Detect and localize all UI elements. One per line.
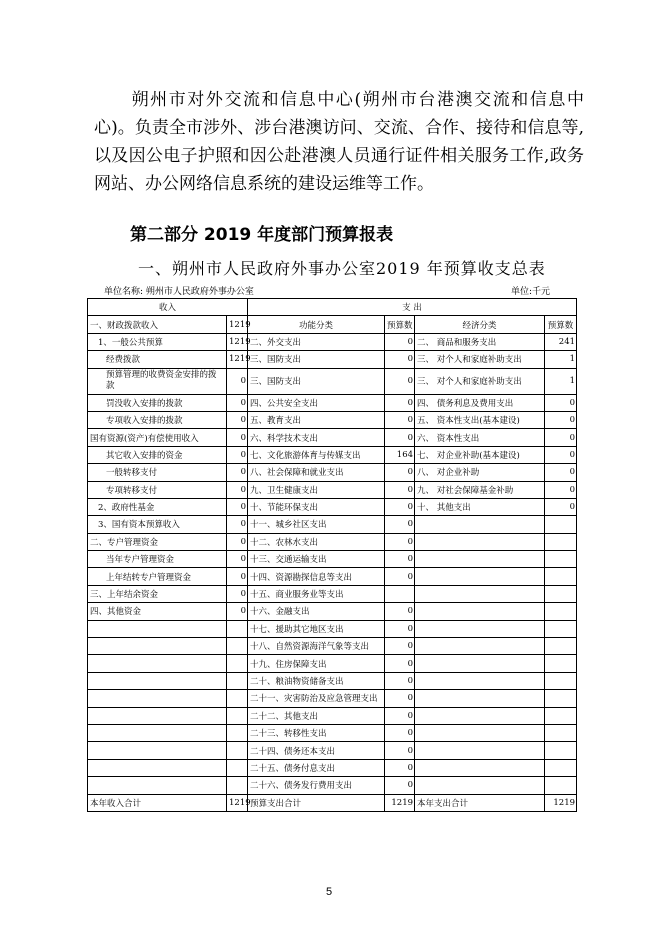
- func-value: [385, 585, 415, 602]
- econ-value: [545, 724, 577, 741]
- func-item: 三、国防支出: [248, 368, 385, 394]
- func-value: 0: [385, 516, 415, 533]
- income-item: 一、财政拨款收入: [88, 316, 227, 333]
- func-value: 0: [385, 742, 415, 759]
- func-item: 十六、金融支出: [248, 603, 385, 620]
- econ-item: [415, 742, 545, 759]
- func-value: 0: [385, 759, 415, 776]
- func-value: 0: [385, 707, 415, 724]
- table-row: [88, 655, 577, 672]
- income-item: 专项收入安排的拨款: [88, 411, 227, 428]
- econ-item: 十、 其他支出: [415, 498, 545, 515]
- table-row: [88, 620, 577, 637]
- econ-value: 0: [545, 411, 577, 428]
- econ-value: [545, 742, 577, 759]
- econ-value: [545, 568, 577, 585]
- income-value: 1219: [227, 316, 248, 333]
- econ-value: 0: [545, 394, 577, 411]
- table-row: [88, 429, 577, 446]
- table-header-row: [88, 299, 577, 316]
- table-title: 一、朔州市人民政府外事办公室2019 年预算收支总表: [138, 259, 546, 278]
- func-value: 0: [385, 464, 415, 481]
- table-row: [88, 516, 577, 533]
- func-value: 0: [385, 655, 415, 672]
- income-value: 0: [227, 568, 248, 585]
- func-value: 0: [385, 394, 415, 411]
- income-value: 0: [227, 464, 248, 481]
- page-number: 5: [326, 886, 333, 898]
- income-value: 0: [227, 411, 248, 428]
- income-value: 0: [227, 516, 248, 533]
- func-value: 0: [385, 672, 415, 689]
- unit-name: 单位名称: 朔州市人民政府外事办公室: [104, 287, 254, 297]
- econ-value: [545, 533, 577, 550]
- econ-value: 0: [545, 446, 577, 463]
- income-value: [227, 707, 248, 724]
- econ-item: [415, 533, 545, 550]
- func-item: 七、文化旅游体育与传媒支出: [248, 446, 385, 463]
- econ-item: [415, 620, 545, 637]
- func-item: 二十二、其他支出: [248, 707, 385, 724]
- table-row: [88, 777, 577, 794]
- income-item: 3、国有资本预算收入: [88, 516, 227, 533]
- table-row: [88, 568, 577, 585]
- func-item: 二十五、债务付息支出: [248, 759, 385, 776]
- table-row: [88, 690, 577, 707]
- func-item: 十四、资源勘探信息等支出: [248, 568, 385, 585]
- income-item: [88, 655, 227, 672]
- income-item: 上年结转专户管理资金: [88, 568, 227, 585]
- totals-row: [88, 794, 577, 811]
- func-header: 功能分类: [248, 316, 385, 333]
- econ-value: [545, 603, 577, 620]
- econ-item: 九、 对社会保障基金补助: [415, 481, 545, 498]
- table-row: [88, 481, 577, 498]
- econ-header: 经济分类: [415, 316, 545, 333]
- budget1-header: 预算数: [385, 316, 415, 333]
- econ-value: [545, 672, 577, 689]
- income-value: 0: [227, 368, 248, 394]
- income-item: 国有资源(资产)有偿使用收入: [88, 429, 227, 446]
- econ-value: [545, 707, 577, 724]
- func-item: 十五、商业服务业等支出: [248, 585, 385, 602]
- func-value: 0: [385, 498, 415, 515]
- table-row: [88, 498, 577, 515]
- section-title: 第二部分 2019 年度部门预算报表: [130, 225, 394, 245]
- income-item: [88, 777, 227, 794]
- total-cell: 1219: [545, 794, 577, 811]
- table-row: [88, 603, 577, 620]
- func-item: 八、社会保障和就业支出: [248, 464, 385, 481]
- total-cell: 本年支出合计: [415, 794, 545, 811]
- income-item: [88, 724, 227, 741]
- func-value: 0: [385, 481, 415, 498]
- income-item: 专项转移支付: [88, 481, 227, 498]
- econ-value: [545, 551, 577, 568]
- econ-item: [415, 777, 545, 794]
- func-value: 0: [385, 411, 415, 428]
- income-value: 0: [227, 429, 248, 446]
- income-value: [227, 690, 248, 707]
- table-row: [88, 333, 577, 350]
- income-item: 经费拨款: [88, 351, 227, 368]
- income-value: 0: [227, 446, 248, 463]
- income-item: [88, 672, 227, 689]
- income-item: [88, 742, 227, 759]
- income-item: 预算管理的收费资金安排的拨款: [88, 368, 227, 394]
- income-item: 三、上年结余资金: [88, 585, 227, 602]
- income-item: 2、政府性基金: [88, 498, 227, 515]
- func-value: 0: [385, 603, 415, 620]
- income-item: 其它收入安排的资金: [88, 446, 227, 463]
- econ-item: 二、 商品和服务支出: [415, 333, 545, 350]
- table-row: [88, 411, 577, 428]
- econ-item: [415, 638, 545, 655]
- income-value: [227, 742, 248, 759]
- income-value: [227, 638, 248, 655]
- table-row: [88, 368, 577, 394]
- func-value: 0: [385, 429, 415, 446]
- intro-paragraph: 朔州市对外交流和信息中心(朔州市台港澳交流和信息中心)。负责全市涉外、涉台港澳访问、交流、合作、接待和信息等,以及因公电子护照和因公赴港澳人员通行证件相关服务工作,政务网站、办公网络信息系统的建设运维等工作。: [94, 90, 584, 194]
- table-row: [88, 742, 577, 759]
- table-row: [88, 464, 577, 481]
- table-row: [88, 707, 577, 724]
- econ-item: [415, 568, 545, 585]
- econ-item: [415, 707, 545, 724]
- econ-value: 0: [545, 429, 577, 446]
- total-cell: 预算支出合计: [248, 794, 385, 811]
- func-item: 十一、城乡社区支出: [248, 516, 385, 533]
- econ-item: 七、 对企业补助(基本建设): [415, 446, 545, 463]
- econ-item: [415, 672, 545, 689]
- econ-item: [415, 690, 545, 707]
- func-item: 二十六、债务发行费用支出: [248, 777, 385, 794]
- table-row: [88, 394, 577, 411]
- econ-value: [545, 638, 577, 655]
- table-row: [88, 351, 577, 368]
- income-value: [227, 759, 248, 776]
- func-value: 0: [385, 638, 415, 655]
- income-item: 一般转移支付: [88, 464, 227, 481]
- table-subheader-row: [88, 316, 577, 333]
- econ-item: 四、 债务利息及费用支出: [415, 394, 545, 411]
- func-item: 十七、援助其它地区支出: [248, 620, 385, 637]
- income-item: 当年专户管理资金: [88, 551, 227, 568]
- func-item: 十、节能环保支出: [248, 498, 385, 515]
- func-item: 九、卫生健康支出: [248, 481, 385, 498]
- func-value: 0: [385, 368, 415, 394]
- income-item: 1、一般公共预算: [88, 333, 227, 350]
- func-item: 二十四、债务还本支出: [248, 742, 385, 759]
- func-item: 四、公共安全支出: [248, 394, 385, 411]
- income-value: [227, 724, 248, 741]
- econ-value: 0: [545, 481, 577, 498]
- econ-item: [415, 724, 545, 741]
- econ-item: [415, 585, 545, 602]
- econ-value: [545, 759, 577, 776]
- func-value: 0: [385, 777, 415, 794]
- func-value: 0: [385, 568, 415, 585]
- func-item: 五、教育支出: [248, 411, 385, 428]
- unit-label: 单位:千元: [511, 287, 551, 297]
- econ-item: [415, 551, 545, 568]
- budget2-header: 预算数: [545, 316, 577, 333]
- income-value: 0: [227, 394, 248, 411]
- income-value: 0: [227, 585, 248, 602]
- econ-item: [415, 516, 545, 533]
- income-value: [227, 777, 248, 794]
- func-item: 二、外交支出: [248, 333, 385, 350]
- expense-header: 支 出: [248, 299, 577, 316]
- econ-item: 八、 对企业补助: [415, 464, 545, 481]
- income-item: 罚没收入安排的拨款: [88, 394, 227, 411]
- func-item: 二十三、转移性支出: [248, 724, 385, 741]
- total-cell: 1219: [227, 794, 248, 811]
- income-item: [88, 620, 227, 637]
- income-value: 0: [227, 603, 248, 620]
- income-item: [88, 690, 227, 707]
- func-item: 十八、自然资源海洋气象等支出: [248, 638, 385, 655]
- income-value: 0: [227, 498, 248, 515]
- func-value: 0: [385, 533, 415, 550]
- income-value: 1219: [227, 351, 248, 368]
- econ-item: [415, 655, 545, 672]
- func-value: 0: [385, 351, 415, 368]
- func-item: 六、科学技术支出: [248, 429, 385, 446]
- func-item: 三、国防支出: [248, 351, 385, 368]
- table-row: [88, 759, 577, 776]
- income-value: 0: [227, 481, 248, 498]
- income-item: [88, 707, 227, 724]
- func-value: 0: [385, 690, 415, 707]
- econ-item: [415, 603, 545, 620]
- income-item: 二、专户管理资金: [88, 533, 227, 550]
- func-value: 164: [385, 446, 415, 463]
- econ-value: [545, 516, 577, 533]
- econ-item: 三、 对个人和家庭补助支出: [415, 351, 545, 368]
- func-item: 二十一、灾害防治及应急管理支出: [248, 690, 385, 707]
- func-value: 0: [385, 333, 415, 350]
- income-value: 1219: [227, 333, 248, 350]
- income-item: [88, 759, 227, 776]
- econ-item: 六、 资本性支出: [415, 429, 545, 446]
- econ-value: 0: [545, 498, 577, 515]
- table-row: [88, 585, 577, 602]
- income-value: [227, 620, 248, 637]
- func-value: 0: [385, 620, 415, 637]
- func-item: 十三、交通运输支出: [248, 551, 385, 568]
- income-header: 收入: [88, 299, 248, 316]
- table-row: [88, 446, 577, 463]
- econ-item: [415, 759, 545, 776]
- table-row: [88, 533, 577, 550]
- income-item: 四、其他资金: [88, 603, 227, 620]
- income-value: 0: [227, 551, 248, 568]
- total-cell: 本年收入合计: [88, 794, 227, 811]
- econ-value: [545, 620, 577, 637]
- econ-value: 0: [545, 464, 577, 481]
- econ-value: 1: [545, 368, 577, 394]
- income-value: [227, 655, 248, 672]
- econ-value: [545, 777, 577, 794]
- func-value: 0: [385, 551, 415, 568]
- func-value: 0: [385, 724, 415, 741]
- total-cell: 1219: [385, 794, 415, 811]
- func-item: 二十、粮油物资储备支出: [248, 672, 385, 689]
- econ-value: 1: [545, 351, 577, 368]
- econ-value: 241: [545, 333, 577, 350]
- econ-value: [545, 690, 577, 707]
- income-value: 0: [227, 533, 248, 550]
- econ-value: [545, 585, 577, 602]
- table-row: [88, 672, 577, 689]
- econ-item: 五、 资本性支出(基本建设): [415, 411, 545, 428]
- table-row: [88, 724, 577, 741]
- econ-value: [545, 655, 577, 672]
- income-value: [227, 672, 248, 689]
- table-row: [88, 551, 577, 568]
- income-item: [88, 638, 227, 655]
- func-item: 十九、住房保障支出: [248, 655, 385, 672]
- table-row: [88, 638, 577, 655]
- func-item: 十二、农林水支出: [248, 533, 385, 550]
- econ-item: 三、 对个人和家庭补助支出: [415, 368, 545, 394]
- budget-table: [87, 298, 577, 812]
